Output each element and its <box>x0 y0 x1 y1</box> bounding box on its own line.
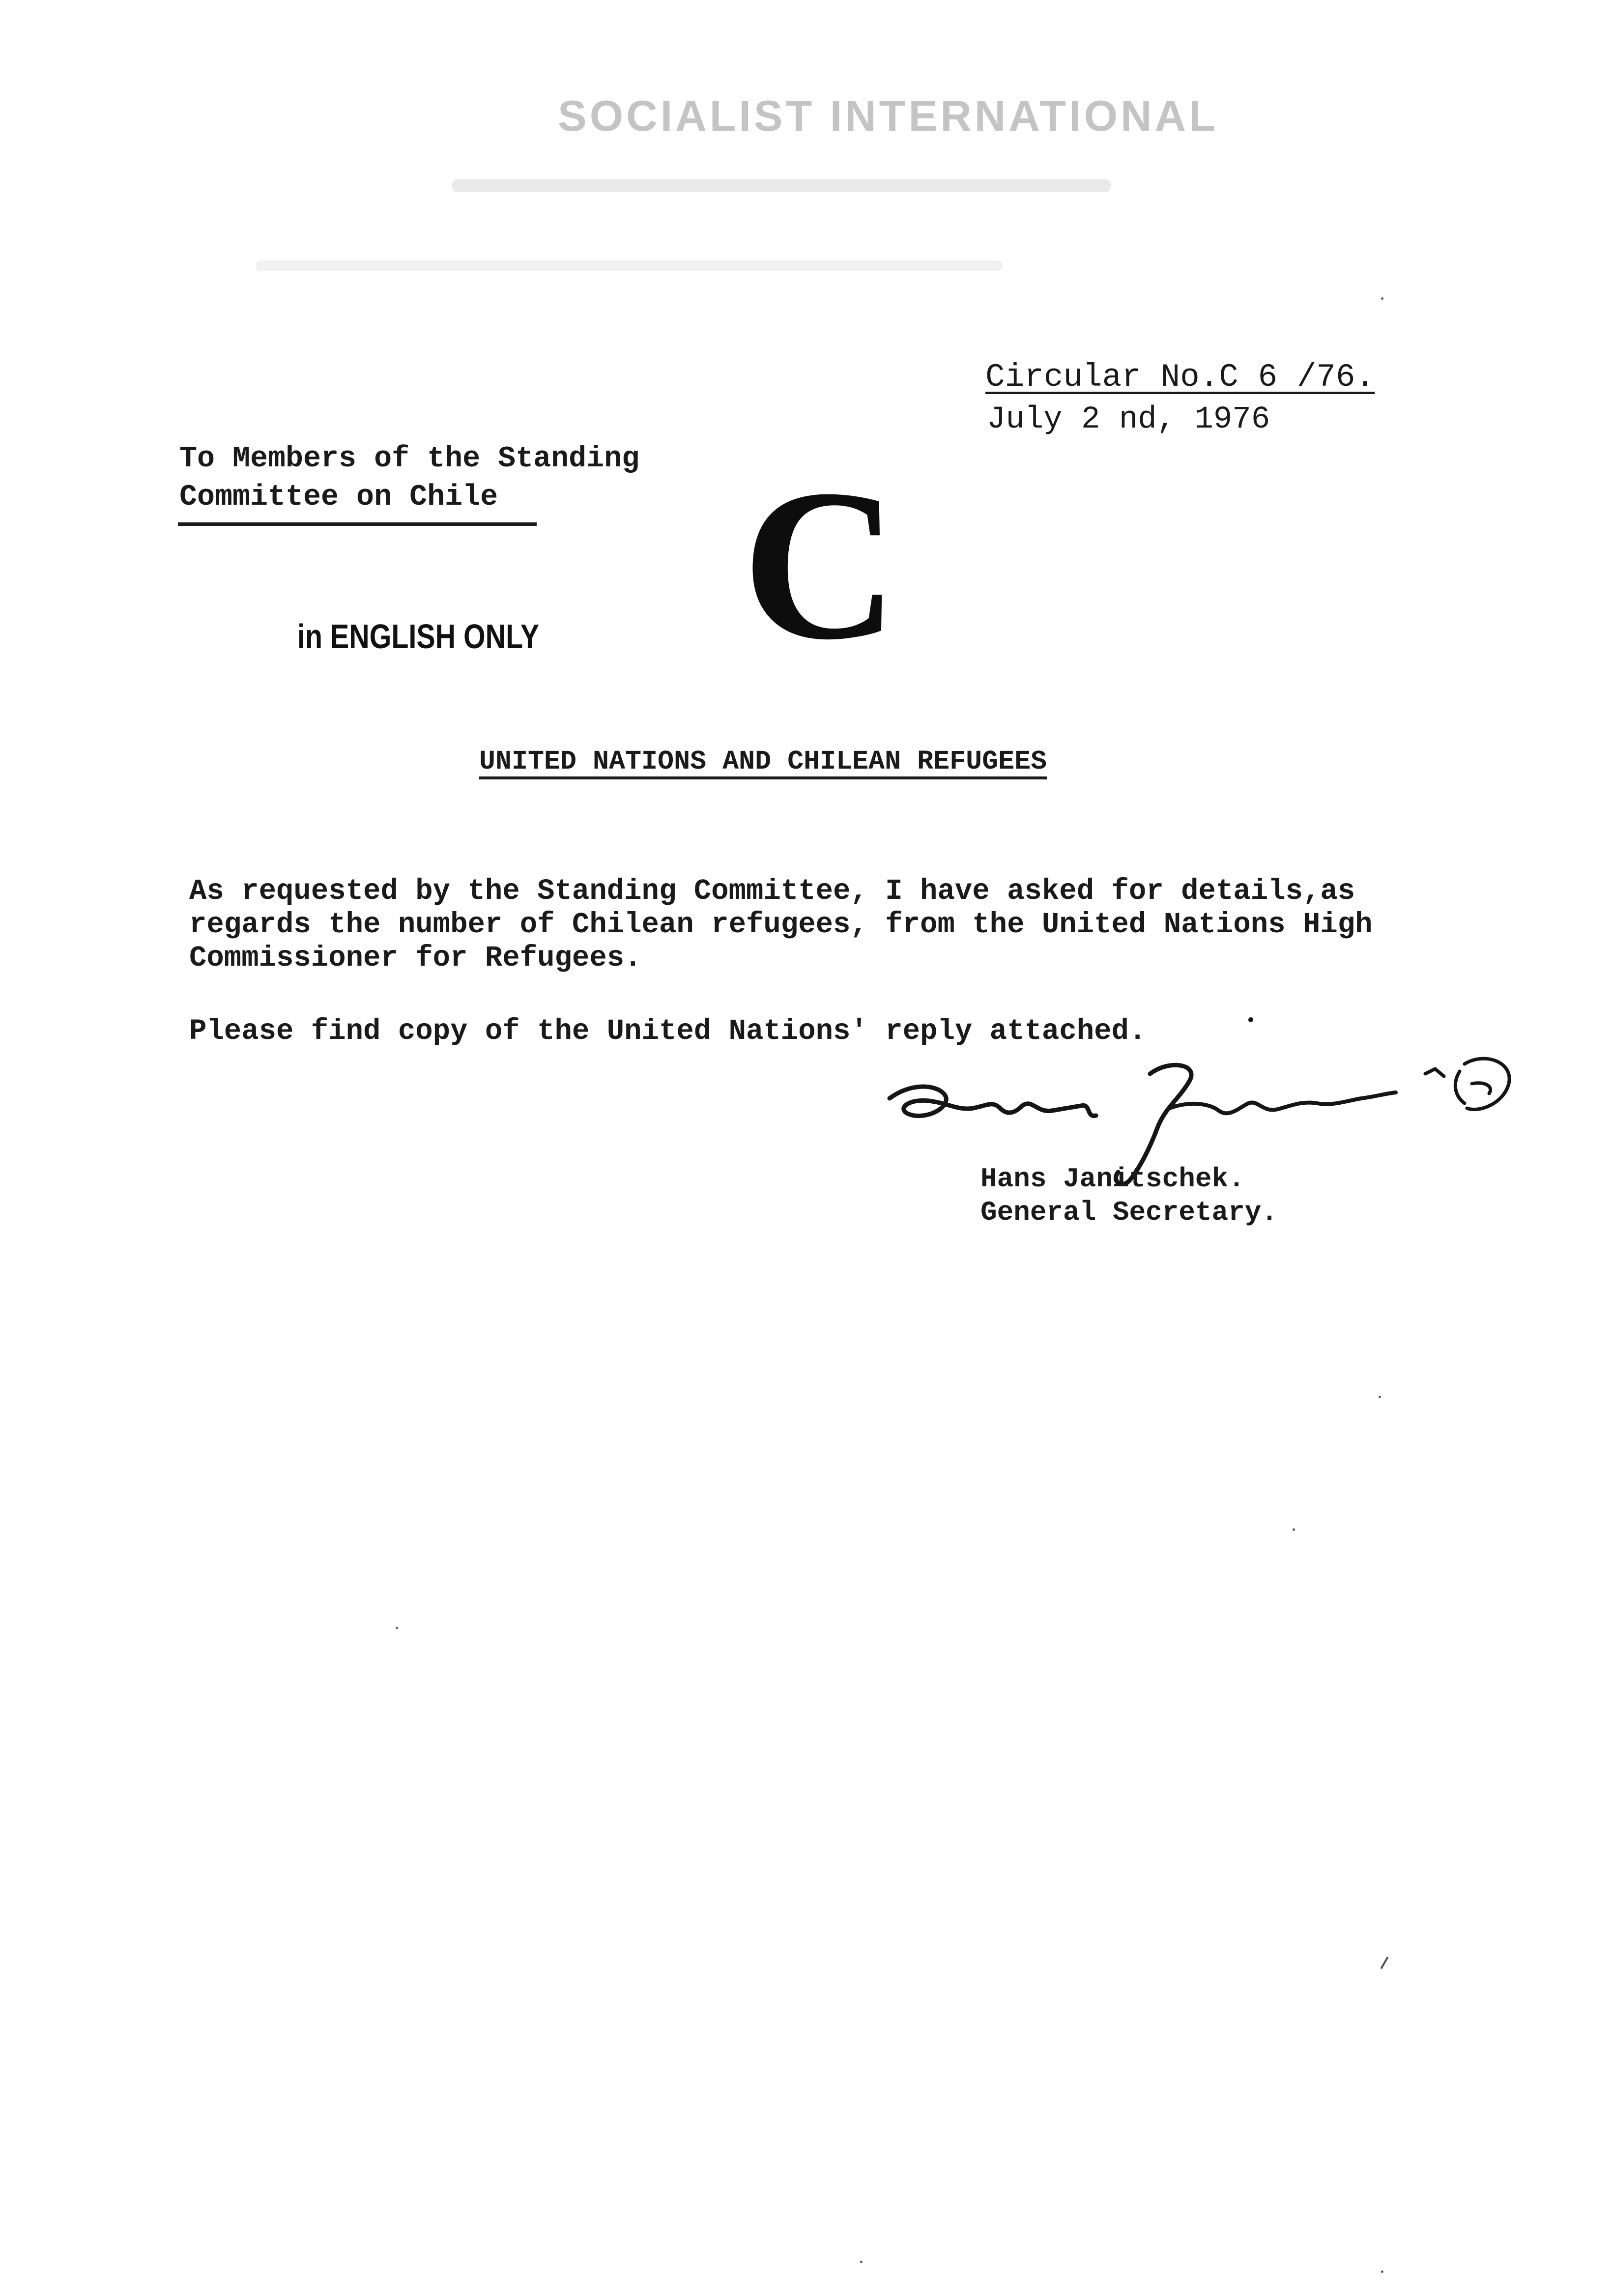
recipient-block <box>179 440 639 517</box>
signatory-block <box>980 1162 1278 1229</box>
signatory-title: General Secretary. <box>980 1197 1278 1228</box>
body-line-2: regards the number of Chilean refugees, from the United Nations High <box>189 908 1373 941</box>
circular-number: Circular No.C 6 /76. <box>985 359 1375 396</box>
scan-speck <box>1380 1956 1388 1969</box>
body-line-1: As requested by the Standing Committee, I have asked for details,as <box>189 875 1355 908</box>
body-paragraph <box>189 875 1373 975</box>
scan-speck <box>860 2261 863 2263</box>
scan-speck <box>396 1627 398 1629</box>
recipient-line-1: To Members of the Standing <box>179 442 640 476</box>
letterhead-organization: SOCIALIST INTERNATIONAL <box>558 91 1218 140</box>
letterhead-contact-line <box>256 260 1003 271</box>
letterhead-address-line <box>452 179 1111 192</box>
scan-speck <box>1248 1017 1253 1022</box>
scan-speck <box>1379 1396 1381 1398</box>
circular-date: July 2 nd, 1976 <box>987 402 1270 437</box>
scan-speck <box>1381 2270 1383 2273</box>
signatory-name: Hans Janitschek. <box>980 1163 1245 1195</box>
recipient-line-2: Committee on Chile <box>179 481 498 514</box>
body-line-3: Commissioner for Refugees. <box>189 942 642 975</box>
document-heading: UNITED NATIONS AND CHILEAN REFUGEES <box>479 746 1047 777</box>
classification-stamp: C <box>742 445 898 685</box>
body-paragraph-2: Please find copy of the United Nations' reply attached. <box>189 1015 1147 1048</box>
scan-speck <box>1293 1528 1295 1531</box>
language-note: in ENGLISH ONLY <box>297 617 540 656</box>
recipient-underline <box>178 522 537 526</box>
scan-speck <box>1381 297 1383 300</box>
